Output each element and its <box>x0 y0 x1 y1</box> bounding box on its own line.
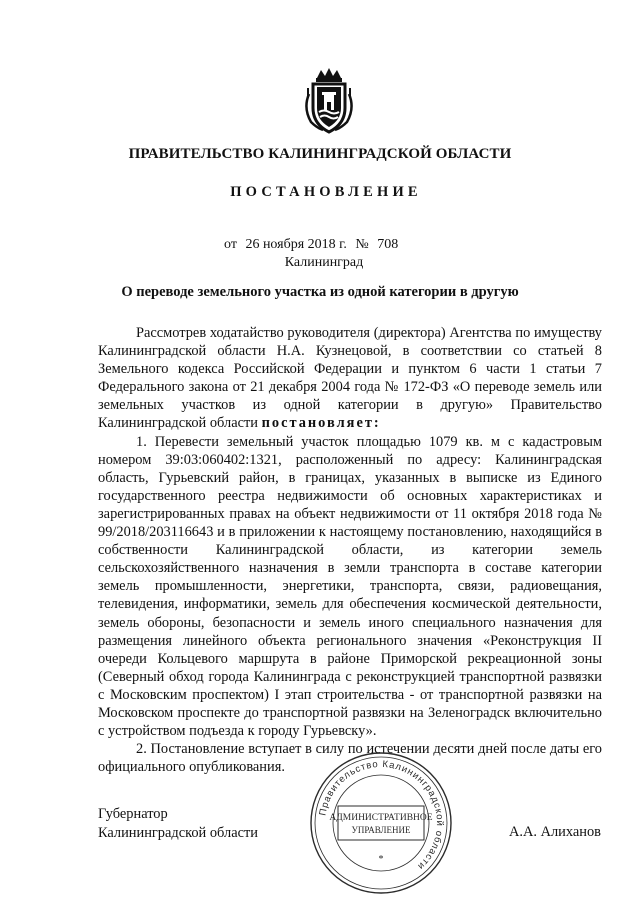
document-subject: О переводе земельного участка из одной категории в другую <box>121 284 519 300</box>
stamp-ring-text: Правительство Калининградской области <box>317 758 446 873</box>
signer-name: А.А. Алиханов <box>509 824 601 840</box>
intro-text: Рассмотрев ходатайство руководителя (директора) Агентства по имуществу Калининградской области Н.А. Кузнецовой, в соответствии со статьей 8 Земельного кодекса Российской Федерации и пунктом 6 части 1 статьи 7 Федерального закона от 21 декабря 2004 года № 172-ФЗ «О переводе земель или земельных участков из одной категории в другую» Правительство Калининградской области <box>98 325 602 432</box>
document-number: 708 <box>377 237 399 252</box>
date-prefix: от <box>224 237 237 252</box>
date-number-line <box>224 237 403 253</box>
document-body <box>98 324 602 776</box>
intro-paragraph <box>98 324 602 433</box>
resolves-keyword: постановляет: <box>261 415 381 432</box>
document-date: 26 ноября 2018 г. <box>245 237 347 252</box>
item-1-paragraph: 1. Перевести земельный участок площадью 1079 кв. м с кадастровым номером 39:03:060402:1321, расположенный по адресу: Калининградская область, Гурьевский район, в границах, указанных в выписке из Единого государственного реестра недвижимости об основных характеристиках и зарегистрированных правах на объект недвижимости от 11 октября 2018 года № 99/2018/203116643 и в приложении к настоящему постановлению, находящийся в собственности Калининградской области, из категории земель сельскохозяйственного назначения в земли транспорта в составе категории земель промышленности, энергетики, транспорта, связи, радиовещания, телевидения, информатики, земель для обеспечения космической деятельности, земель обороны, безопасности и земель иного специального назначения для размещения линейного объекта регионального значения «Реконструкция II очереди Кольцевого маршрута в районе Приморской рекреационной зоны (Северный обход города Калининграда с реконструкцией транспортной развязки с Московским проспектом) I этап строительства - от транспортной развязки на Московском проспекте до транспортной развязки на Зеленоградск включительно с устройством подъезда к городу Гурьевску». <box>98 433 602 740</box>
coat-of-arms-icon <box>299 64 359 136</box>
stamp-box-line-2: УПРАВЛЕНИЕ <box>351 825 411 835</box>
government-title: ПРАВИТЕЛЬСТВО КАЛИНИНГРАДСКОЙ ОБЛАСТИ <box>128 146 512 162</box>
city: Калининград <box>284 255 364 270</box>
signer-title-line-2: Калининградской области <box>98 825 258 841</box>
signer-title-line-1: Губернатор <box>98 806 168 822</box>
official-stamp <box>308 750 454 896</box>
item-2-paragraph: 2. Постановление вступает в силу по истечении десяти дней после даты его официального опубликования. <box>98 741 602 776</box>
document-type: ПОСТАНОВЛЕНИЕ <box>230 184 422 200</box>
signer-title <box>98 805 258 843</box>
stamp-box-line-1: АДМИНИСТРАТИВНОЕ <box>329 813 433 823</box>
stamp-star: * <box>378 854 384 865</box>
number-label: № <box>355 237 369 252</box>
